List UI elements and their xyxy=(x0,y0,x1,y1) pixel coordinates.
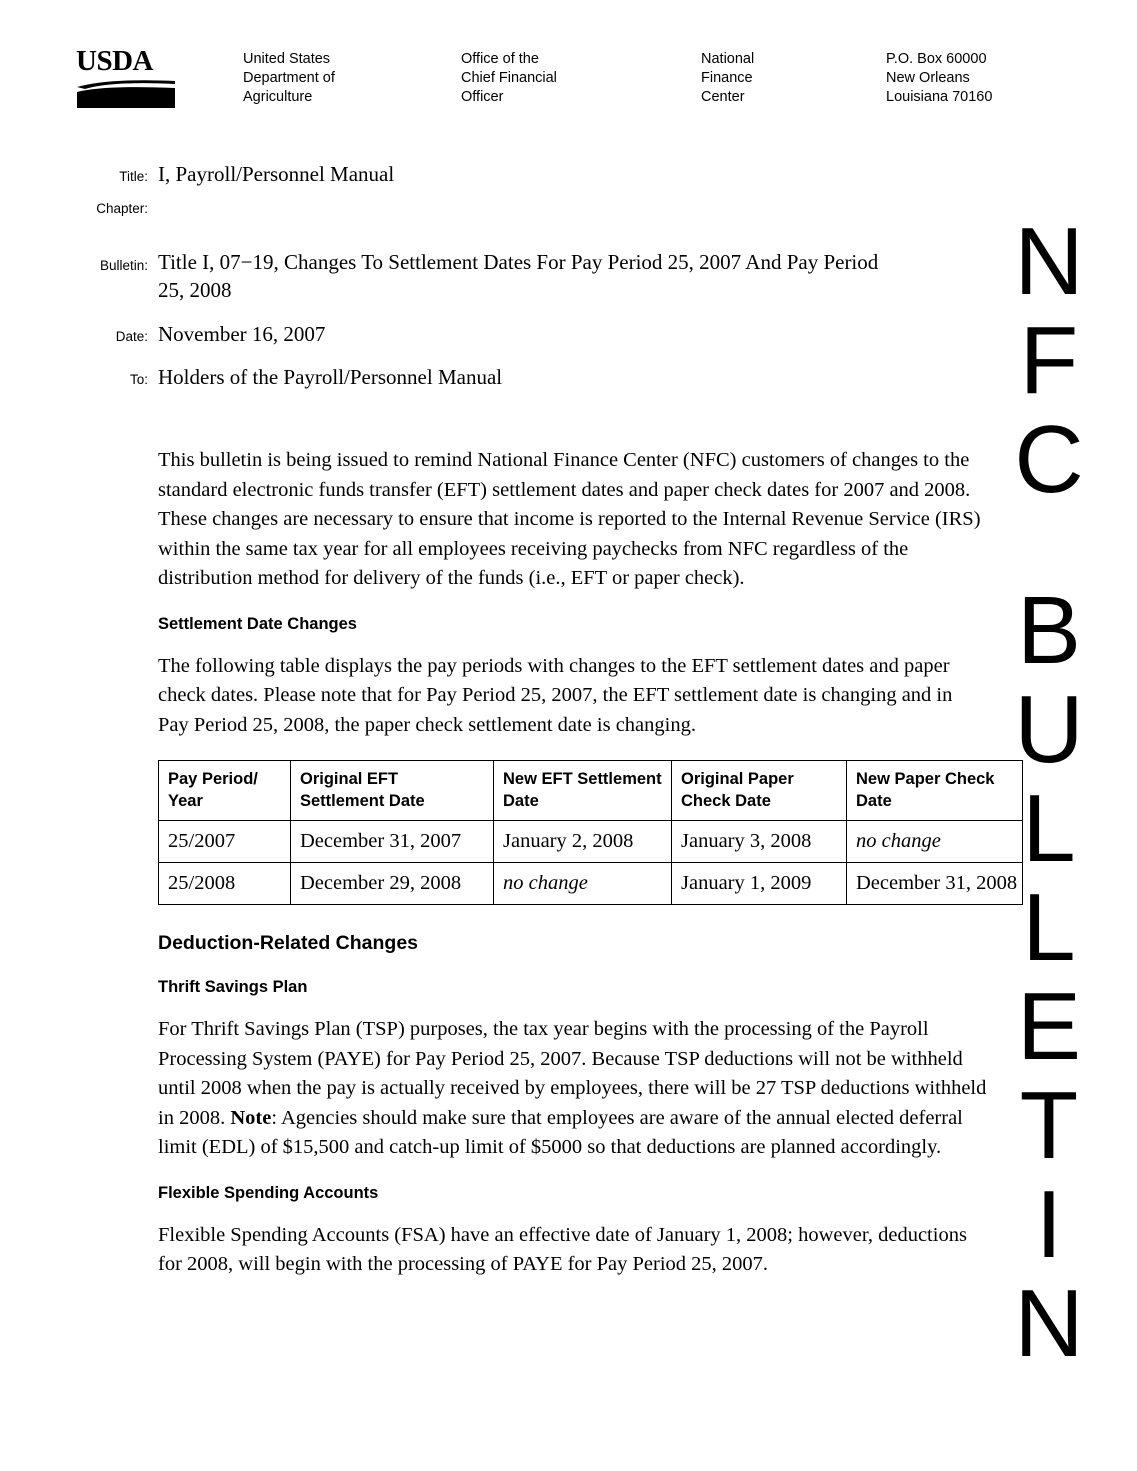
usda-wordmark: USDA xyxy=(76,45,153,77)
document-body xyxy=(158,446,1018,1300)
metadata-row-title xyxy=(0,160,1000,196)
vertical-nfc-bulletin-banner xyxy=(1014,208,1084,1377)
metadata-row-to xyxy=(0,363,1000,403)
address-line: Center xyxy=(701,89,745,105)
metadata-label-to: To: xyxy=(129,372,148,387)
tsp-note-label: Note xyxy=(230,1106,272,1129)
banner-char: E xyxy=(1016,973,1082,1080)
banner-char: C xyxy=(1014,406,1084,513)
address-line: Officer xyxy=(461,89,504,105)
metadata-label-title: Title: xyxy=(119,169,148,184)
metadata-label-date: Date: xyxy=(115,329,148,344)
masthead-address-column-3 xyxy=(701,50,754,107)
table-cell-pay-period: 25/2008 xyxy=(159,863,291,905)
table-header-cell: Pay Period/ Year xyxy=(159,761,291,821)
banner-char: I xyxy=(1035,1171,1063,1278)
table-cell-new-eft: January 2, 2008 xyxy=(494,821,672,863)
table-row xyxy=(159,821,1023,863)
usda-logo xyxy=(76,47,176,109)
banner-char: B xyxy=(1016,577,1082,684)
address-line: Finance xyxy=(701,70,753,86)
address-line: Chief Financial xyxy=(461,70,557,86)
banner-char: T xyxy=(1019,1072,1079,1179)
settlement-dates-table xyxy=(158,760,1023,905)
fsa-paragraph: Flexible Spending Accounts (FSA) have an effective date of January 1, 2008; however, deductions for 2008, will begin with the processing of PAYE for Pay Period 25, 2007. xyxy=(158,1223,967,1275)
tsp-paragraph xyxy=(158,1015,988,1163)
banner-char: U xyxy=(1014,676,1084,783)
tsp-text-part2: : Agencies should make sure that employees are aware of the annual elected deferral limit (EDL) of $15,500 and catch-up limit of $5000 so that deductions are planned accordingly. xyxy=(158,1106,963,1158)
address-line: P.O. Box 60000 xyxy=(886,51,987,67)
table-cell-new-eft: no change xyxy=(494,863,672,905)
table-header-row xyxy=(159,761,1023,821)
table-header-cell: Original EFT Settlement Date xyxy=(291,761,494,821)
table-cell-pay-period: 25/2007 xyxy=(159,821,291,863)
settlement-paragraph: The following table displays the pay periods with changes to the EFT settlement dates and paper check dates. Please note that for Pay Period 25, 2007, the EFT settlement date is changing and in Pay Period 25, 2008, the paper check settlement date is changing. xyxy=(158,654,953,736)
table-cell-new-paper: December 31, 2008 xyxy=(847,863,1023,905)
table-header-cell: New EFT Settlement Date xyxy=(494,761,672,821)
table-cell-original-paper: January 1, 2009 xyxy=(672,863,847,905)
address-line: Department of xyxy=(243,70,335,86)
metadata-value-date: November 16, 2007 xyxy=(158,322,326,346)
heading-flexible-spending-accounts: Flexible Spending Accounts xyxy=(158,1183,379,1202)
metadata-row-chapter xyxy=(0,196,1000,248)
usda-landscape-mark xyxy=(76,77,176,109)
heading-thrift-savings-plan: Thrift Savings Plan xyxy=(158,978,308,996)
address-line: Louisiana 70160 xyxy=(886,89,993,105)
address-line: New Orleans xyxy=(886,70,970,86)
address-line: Office of the xyxy=(461,51,539,67)
table-header-cell: Original Paper Check Date xyxy=(672,761,847,821)
banner-char: L xyxy=(1022,775,1076,882)
tsp-text-part1: For Thrift Savings Plan (TSP) purposes, the tax year begins with the processing of the Payroll Processing System (PAYE) for Pay Period 25, 2007. Because TSP deductions will not be withheld until 2008 when the pay is actually received by employees, there will be 27 TSP deductions withheld in 2008. xyxy=(158,1018,987,1129)
table-row xyxy=(159,863,1023,905)
address-line: United States xyxy=(243,51,331,67)
address-line: National xyxy=(701,51,755,67)
document-metadata-block xyxy=(0,160,1000,403)
metadata-row-date xyxy=(0,320,1000,363)
banner-char: F xyxy=(1019,307,1079,414)
metadata-value-title: I, Payroll/Personnel Manual xyxy=(158,162,395,186)
banner-char: N xyxy=(1014,1270,1084,1377)
metadata-row-bulletin xyxy=(0,248,1000,320)
banner-char: N xyxy=(1014,208,1084,315)
metadata-value-to: Holders of the Payroll/Personnel Manual xyxy=(158,365,503,389)
table-cell-original-paper: January 3, 2008 xyxy=(672,821,847,863)
metadata-label-bulletin: Bulletin: xyxy=(99,258,148,273)
heading-settlement-date-changes: Settlement Date Changes xyxy=(158,614,357,633)
metadata-label-chapter: Chapter: xyxy=(96,201,148,216)
masthead-address-column-4 xyxy=(886,50,992,107)
address-line: Agriculture xyxy=(243,89,313,105)
masthead-address-column-1 xyxy=(243,50,335,107)
table-header-cell: New Paper Check Date xyxy=(847,761,1023,821)
banner-char: L xyxy=(1022,874,1076,981)
table-cell-original-eft: December 31, 2007 xyxy=(291,821,494,863)
metadata-value-bulletin: Title I, 07−19, Changes To Settlement Dates For Pay Period 25, 2007 And Pay Period 25, 2008 xyxy=(158,250,879,302)
heading-deduction-related-changes: Deduction-Related Changes xyxy=(158,932,419,954)
masthead xyxy=(0,0,1137,130)
table-cell-original-eft: December 29, 2008 xyxy=(291,863,494,905)
masthead-address-column-2 xyxy=(461,50,557,107)
intro-paragraph: This bulletin is being issued to remind National Finance Center (NFC) customers of changes to the standard electronic funds transfer (EFT) settlement dates and paper check dates for 2007 and 2008. These changes are necessary to ensure that income is reported to the Internal Revenue Service (IRS) within the same tax year for all employees receiving paychecks from NFC regardless of the distribution method for delivery of the funds (i.e., EFT or paper check). xyxy=(158,449,981,589)
table-cell-new-paper: no change xyxy=(847,821,1023,863)
